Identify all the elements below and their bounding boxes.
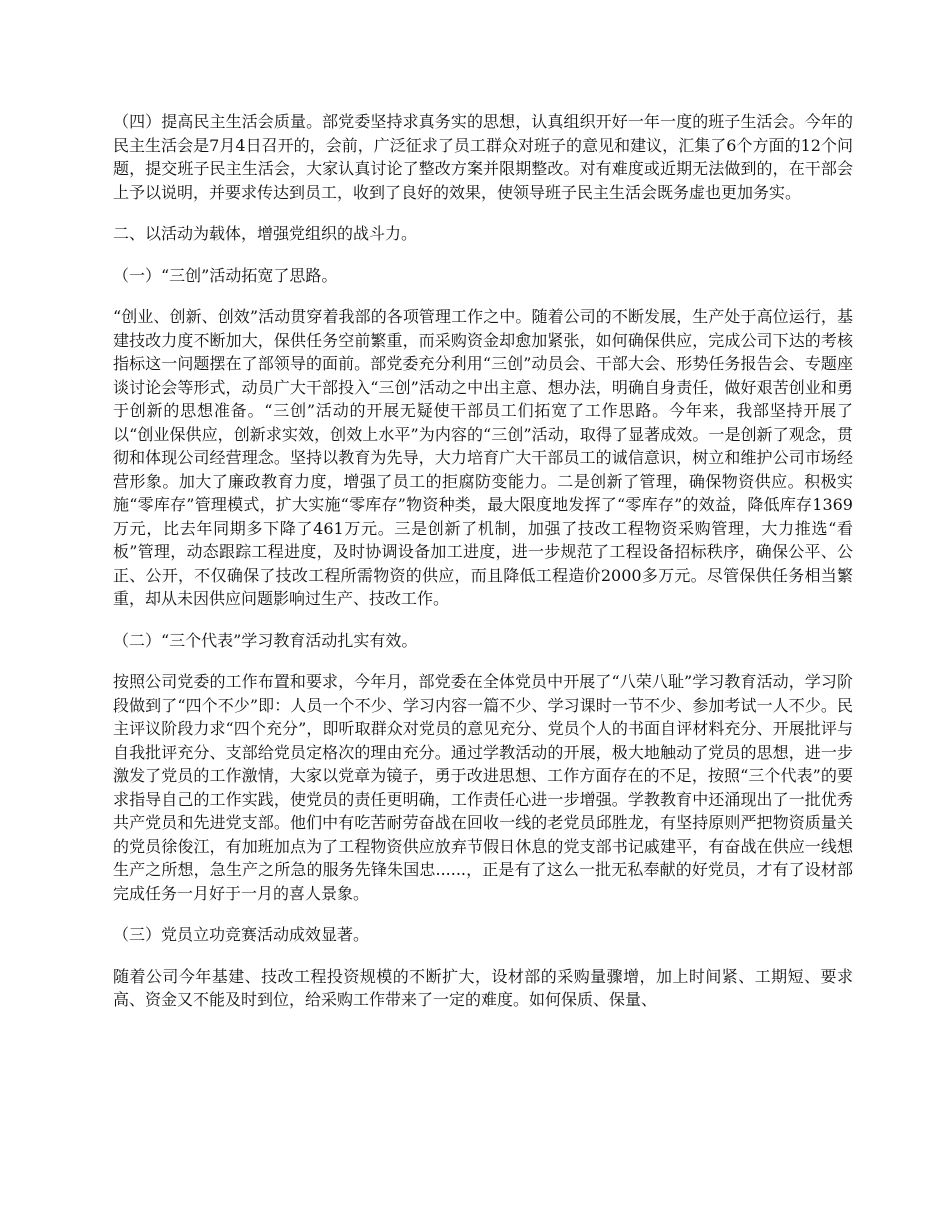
subheading-three-creations: （一）“三创”活动拓宽了思路。 — [113, 265, 338, 285]
section-heading-activities: 二、以活动为载体，增强党组织的战斗力。 — [113, 224, 418, 243]
subheading-merit-competition: （三）党员立功竞赛活动成效显著。 — [113, 925, 370, 944]
paragraph-three-represents: 按照公司党委的工作布置和要求，今年月，部党委在全体党员中开展了“八荣八耻”学习教育活动，学习阶段做到了“四个不少”即：人员一个不少、学习内容一篇不少、学习课时一节不少、参加考试一人不少。民主评议阶段力求“四个充分”，即听取群众对党员的意见充分、党员个人的书面自评材料充分、开展批评与自我批评充分、支部给党员定格次的理由充分。通过学教活动的开展，极大地触动了党员的思想，进一步激发了党员的工作激情，大家以党章为镜子，勇于改进思想、工作方面存在的不足，按照“三个代表”的要求指导自己的工作实践，使党员的责任更明确，工作责任心进一步增强。学教教育中还涌现出了一批优秀共产党员和先进党支部。他们中有吃苦耐劳奋战在回收一线的老党员邱胜龙，有坚持原则严把物资质量关的党员徐俊江，有加班加点为了工程物资供应放弃节假日休息的党支部书记戚建平，有奋战在供应一线想生产之所想，急生产之所急的服务先锋朱国忠......，正是有了这么一批无私奉献的好党员，才有了设材部完成任务一月好于一月的喜人景象。 — [113, 672, 853, 903]
paragraph-merit-competition: 随着公司今年基建、技改工程投资规模的不断扩大，设材部的采购量骤增，加上时间紧、工期短、要求高、资金又不能及时到位，给采购工作带来了一定的难度。如何保质、保量、 — [113, 966, 853, 1009]
paragraph-three-creations: “创业、创新、创效”活动贯穿着我部的各项管理工作之中。随着公司的不断发展，生产处于高位运行，基建技改力度不断加大，保供任务空前繁重，而采购资金却愈加紧张，如何确保供应，完成公司下达的考核指标这一问题摆在了部领导的面前。部党委充分利用“三创”动员会、干部大会、形势任务报告会、专题座谈讨论会等形式，动员广大干部投入“三创”活动之中出主意、想办法，明确自身责任，做好艰苦创业和勇于创新的思想准备。“三创”活动的开展无疑使干部员工们拓宽了工作思路。今年来，我部坚持开展了以“创业保供应，创新求实效，创效上水平”为内容的“三创”活动，取得了显著成效。一是创新了观念，贯彻和体现公司经营理念。坚持以教育为先导，大力培育广大干部员工的诚信意识，树立和维护公司市场经营形象。加大了廉政教育力度，增强了员工的拒腐防变能力。二是创新了管理，确保物资供应。积极实施“零库存”管理模式，扩大实施“零库存”物资种类，最大限度地发挥了“零库存”的效益，降低库存1369万元，比去年同期多下降了461万元。三是创新了机制，加强了技改工程物资采购管理，大力推选“看板”管理，动态跟踪工程进度，及时协调设备加工进度，进一步规范了工程设备招标秩序，确保公平、公正、公开，不仅确保了技改工程所需物资的供应，而且降低工程造价2000多万元。尽管保供任务相当繁重，却从未因供应问题影响过生产、技改工作。 — [113, 307, 853, 608]
subheading-three-represents: （二）“三个代表”学习教育活动扎实有效。 — [113, 630, 418, 650]
paragraph-improve-democratic-meeting: （四）提高民主生活会质量。部党委坚持求真务实的思想，认真组织开好一年一度的班子生活会。今年的民主生活会是7月4日召开的，会前，广泛征求了员工群众对班子的意见和建议，汇集了6个方面的12个问题，提交班子民主生活会，大家认真讨论了整改方案并限期整改。对有难度或近期无法做到的，在干部会上予以说明，并要求传达到员工，收到了良好的效果，使领导班子民主生活会既务虚也更加务实。 — [113, 112, 853, 202]
document-page — [113, 110, 853, 1030]
